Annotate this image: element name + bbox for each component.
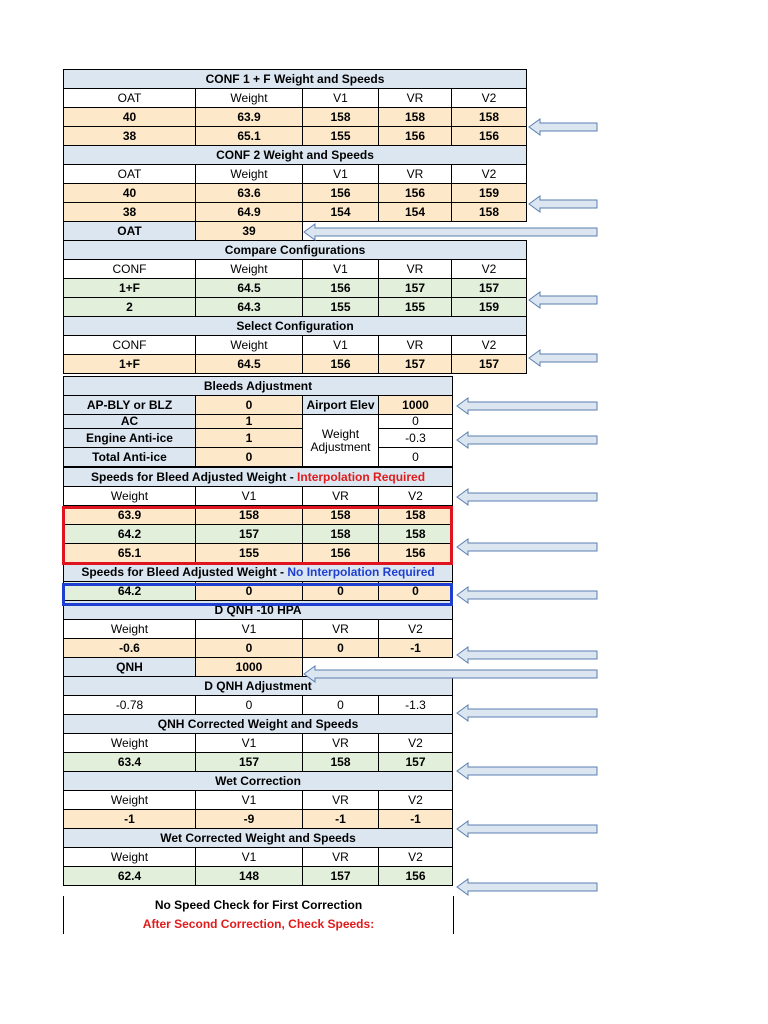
qnh-value[interactable]: 1000 <box>196 658 303 677</box>
bleeds-table <box>63 376 453 467</box>
table-row <box>64 639 453 658</box>
ap-bly-value[interactable]: 0 <box>196 396 303 415</box>
cell[interactable]: 64.2 <box>64 582 196 601</box>
cell: 0 <box>303 696 379 715</box>
cell[interactable]: 157 <box>379 355 452 374</box>
col-v1: V1 <box>196 734 303 753</box>
table-row <box>64 810 453 829</box>
cell[interactable]: 157 <box>196 753 303 772</box>
cell[interactable]: 64.9 <box>196 203 303 222</box>
weight-adjustment-value: -0.3 <box>379 429 453 448</box>
col-weight: Weight <box>64 848 196 867</box>
interp-header-row <box>64 487 453 506</box>
left-arrow-icon <box>528 291 598 309</box>
table-row <box>64 525 453 544</box>
conf2-header-row <box>64 165 527 184</box>
col-vr: VR <box>303 487 379 506</box>
cell[interactable]: 0 <box>379 582 453 601</box>
col-v1: V1 <box>303 260 379 279</box>
cell[interactable]: -1 <box>379 639 453 658</box>
cell[interactable]: 63.6 <box>196 184 303 203</box>
cell[interactable]: -1 <box>64 810 196 829</box>
cell[interactable]: 158 <box>303 108 379 127</box>
col-v2: V2 <box>379 487 453 506</box>
col-weight: Weight <box>64 791 196 810</box>
footer-note <box>63 896 454 934</box>
compare-header-row <box>64 260 527 279</box>
col-weight: Weight <box>196 165 303 184</box>
col-weight: Weight <box>64 620 196 639</box>
cell[interactable]: 155 <box>303 298 379 317</box>
col-v1: V1 <box>196 848 303 867</box>
cell[interactable]: 1+F <box>64 279 196 298</box>
cell[interactable]: 158 <box>452 203 527 222</box>
col-vr: VR <box>379 336 452 355</box>
cell[interactable]: -0.6 <box>64 639 196 658</box>
col-oat: OAT <box>64 89 196 108</box>
table-row <box>64 506 453 525</box>
table-row <box>64 184 527 203</box>
cell[interactable]: 155 <box>379 298 452 317</box>
cell[interactable]: 1+F <box>64 355 196 374</box>
cell[interactable]: 0 <box>303 582 379 601</box>
cell[interactable]: 38 <box>64 127 196 146</box>
cell: 0 <box>196 696 303 715</box>
col-v2: V2 <box>379 734 453 753</box>
left-arrow-icon <box>528 349 598 367</box>
cell[interactable]: 158 <box>452 108 527 127</box>
cell[interactable]: 62.4 <box>64 867 196 886</box>
cell[interactable]: 154 <box>379 203 452 222</box>
select-title: Select Configuration <box>64 317 527 336</box>
footer-line-1: No Speed Check for First Correction <box>154 898 363 912</box>
cell[interactable]: 65.1 <box>64 544 196 563</box>
col-v2: V2 <box>452 165 527 184</box>
cell[interactable]: 158 <box>196 506 303 525</box>
cell[interactable]: 154 <box>303 203 379 222</box>
col-v2: V2 <box>379 791 453 810</box>
conf1f-title: CONF 1 + F Weight and Speeds <box>64 70 527 89</box>
cell[interactable]: 155 <box>196 544 303 563</box>
left-arrow-icon <box>456 704 598 722</box>
table-row <box>64 127 527 146</box>
col-weight: Weight <box>196 89 303 108</box>
engine-anti-ice-label: Engine Anti-ice <box>64 429 196 448</box>
col-weight: Weight <box>196 336 303 355</box>
cell[interactable]: 156 <box>303 184 379 203</box>
wet-correction-title: Wet Correction <box>64 772 453 791</box>
cell[interactable]: 148 <box>196 867 303 886</box>
weight-adjustment-value: 0 <box>379 415 453 429</box>
col-weight: Weight <box>64 734 196 753</box>
left-arrow-icon <box>456 538 598 556</box>
cell[interactable]: 40 <box>64 108 196 127</box>
col-weight: Weight <box>64 487 196 506</box>
left-arrow-icon <box>528 195 598 213</box>
cell[interactable]: 38 <box>64 203 196 222</box>
cell[interactable]: 158 <box>303 506 379 525</box>
table-row <box>64 279 527 298</box>
table-row <box>64 753 453 772</box>
dqnh10-header-row <box>64 620 453 639</box>
col-vr: VR <box>303 848 379 867</box>
bleeds-title: Bleeds Adjustment <box>64 377 453 396</box>
cell: -1.3 <box>379 696 453 715</box>
left-arrow-icon <box>303 665 598 683</box>
conf-tables <box>63 69 527 374</box>
left-arrow-icon <box>456 762 598 780</box>
cell[interactable]: 159 <box>452 298 527 317</box>
cell[interactable]: 63.4 <box>64 753 196 772</box>
table-row <box>64 203 527 222</box>
weight-adjustment-label: Weight Adjustment <box>303 415 379 467</box>
cell[interactable]: 157 <box>452 279 527 298</box>
col-weight: Weight <box>196 260 303 279</box>
cell[interactable]: 64.5 <box>196 355 303 374</box>
left-arrow-icon <box>456 820 598 838</box>
col-v1: V1 <box>196 791 303 810</box>
cell[interactable]: 156 <box>452 127 527 146</box>
dqnh10-title: D QNH -10 HPA <box>64 601 453 620</box>
compare-title: Compare Configurations <box>64 241 527 260</box>
interp-title: Speeds for Bleed Adjusted Weight - Interpolation Required <box>64 468 453 487</box>
cell[interactable]: 63.9 <box>196 108 303 127</box>
table-row <box>64 582 453 601</box>
cell[interactable]: 158 <box>303 753 379 772</box>
cell[interactable]: 156 <box>303 355 379 374</box>
engine-anti-ice-value[interactable]: 1 <box>196 429 303 448</box>
col-v2: V2 <box>452 89 527 108</box>
cell[interactable]: 156 <box>379 127 452 146</box>
wetspeeds-header-row <box>64 848 453 867</box>
cell[interactable]: 63.9 <box>64 506 196 525</box>
cell[interactable]: 64.5 <box>196 279 303 298</box>
cell[interactable]: 156 <box>303 279 379 298</box>
cell[interactable]: 64.3 <box>196 298 303 317</box>
left-arrow-icon <box>456 397 598 415</box>
cell[interactable]: -1 <box>379 810 453 829</box>
col-vr: VR <box>379 89 452 108</box>
col-v1: V1 <box>196 487 303 506</box>
col-vr: VR <box>379 260 452 279</box>
cell[interactable]: 158 <box>379 525 453 544</box>
ac-value[interactable]: 1 <box>196 415 303 429</box>
cell[interactable]: 0 <box>196 582 303 601</box>
cell[interactable]: 2 <box>64 298 196 317</box>
cell[interactable]: 0 <box>303 639 379 658</box>
total-anti-ice-value[interactable]: 0 <box>196 448 303 467</box>
qnh-corrected-title: QNH Corrected Weight and Speeds <box>64 715 453 734</box>
cell: -0.78 <box>64 696 196 715</box>
left-arrow-icon <box>456 878 598 896</box>
oat-value[interactable]: 39 <box>196 222 303 241</box>
cell[interactable]: 0 <box>196 639 303 658</box>
col-v2: V2 <box>452 336 527 355</box>
wetcorr-header-row <box>64 791 453 810</box>
col-v1: V1 <box>303 89 379 108</box>
cell[interactable]: 155 <box>303 127 379 146</box>
qnhcorr-header-row <box>64 734 453 753</box>
table-row <box>64 108 527 127</box>
table-row <box>64 355 527 374</box>
dqnh-adjustment-title: D QNH Adjustment <box>64 677 453 696</box>
airport-elev-value[interactable]: 1000 <box>379 396 453 415</box>
select-header-row <box>64 336 527 355</box>
cell[interactable]: 159 <box>452 184 527 203</box>
left-arrow-icon <box>528 118 598 136</box>
airport-elev-label: Airport Elev <box>303 396 379 415</box>
ap-bly-label: AP-BLY or BLZ <box>64 396 196 415</box>
cell[interactable]: 158 <box>303 525 379 544</box>
weight-adjustment-value: 0 <box>379 448 453 467</box>
col-v1: V1 <box>303 165 379 184</box>
table-row <box>64 544 453 563</box>
nointerp-title: Speeds for Bleed Adjusted Weight - No Interpolation Required <box>64 563 453 582</box>
cell[interactable]: -9 <box>196 810 303 829</box>
col-vr: VR <box>303 791 379 810</box>
conf1f-header-row <box>64 89 527 108</box>
cell[interactable]: 156 <box>379 544 453 563</box>
cell[interactable]: -1 <box>303 810 379 829</box>
cell[interactable]: 40 <box>64 184 196 203</box>
ac-label: AC <box>64 415 196 429</box>
left-arrow-icon <box>303 223 598 241</box>
cell[interactable]: 64.2 <box>64 525 196 544</box>
col-conf: CONF <box>64 260 196 279</box>
cell[interactable]: 156 <box>379 867 453 886</box>
cell[interactable]: 156 <box>379 184 452 203</box>
col-v2: V2 <box>452 260 527 279</box>
table-row <box>64 298 527 317</box>
cell[interactable]: 158 <box>379 108 452 127</box>
col-v1: V1 <box>196 620 303 639</box>
col-oat: OAT <box>64 165 196 184</box>
col-vr: VR <box>379 165 452 184</box>
col-v1: V1 <box>303 336 379 355</box>
oat-label: OAT <box>64 222 196 241</box>
cell[interactable]: 156 <box>303 544 379 563</box>
conf2-title: CONF 2 Weight and Speeds <box>64 146 527 165</box>
cell[interactable]: 157 <box>379 753 453 772</box>
table-row <box>64 867 453 886</box>
cell[interactable]: 65.1 <box>196 127 303 146</box>
left-arrow-icon <box>456 488 598 506</box>
col-v2: V2 <box>379 848 453 867</box>
footer-line-2: After Second Correction, Check Speeds: <box>142 917 375 931</box>
cell[interactable]: 158 <box>379 506 453 525</box>
col-v2: V2 <box>379 620 453 639</box>
left-arrow-icon <box>456 586 598 604</box>
cell[interactable]: 157 <box>303 867 379 886</box>
left-arrow-icon <box>456 431 598 449</box>
total-anti-ice-label: Total Anti-ice <box>64 448 196 467</box>
col-conf: CONF <box>64 336 196 355</box>
col-vr: VR <box>303 734 379 753</box>
table-row <box>64 696 453 715</box>
col-vr: VR <box>303 620 379 639</box>
left-arrow-icon <box>456 646 598 664</box>
cell[interactable]: 157 <box>196 525 303 544</box>
cell[interactable]: 157 <box>452 355 527 374</box>
cell[interactable]: 157 <box>379 279 452 298</box>
qnh-label: QNH <box>64 658 196 677</box>
wet-corrected-title: Wet Corrected Weight and Speeds <box>64 829 453 848</box>
